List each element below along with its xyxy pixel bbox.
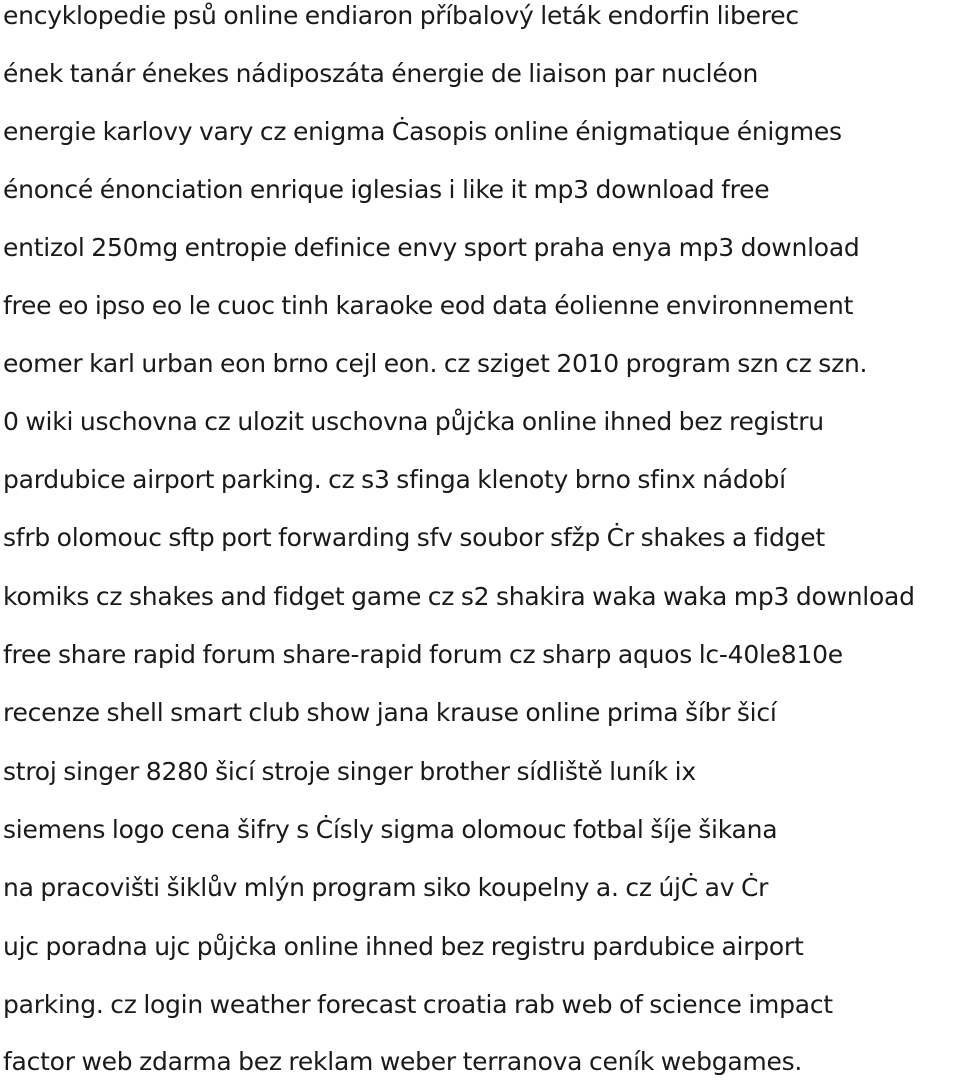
text-line-14: stroj singer 8280 šicí stroje singer brother sídliště luník ix bbox=[3, 757, 696, 786]
text-line-4: énoncé énonciation enrique iglesias i like it mp3 download free bbox=[3, 175, 770, 204]
text-line-5: entizol 250mg entropie definice envy sport praha enya mp3 download bbox=[3, 233, 860, 262]
text-line-3: energie karlovy vary cz enigma Ċasopis online énigmatique énigmes bbox=[3, 117, 842, 146]
text-line-12: free share rapid forum share-rapid forum cz sharp aquos lc-40le810e bbox=[3, 640, 843, 669]
text-line-7: eomer karl urban eon brno cejl eon. cz sziget 2010 program szn cz szn. bbox=[3, 349, 868, 378]
text-line-19: factor web zdarma bez reklam weber terranova ceník webgames. bbox=[3, 1047, 803, 1076]
text-line-16: na pracovišti šiklův mlýn program siko koupelny a. cz újĊ av Ċr bbox=[3, 873, 769, 902]
text-line-8: 0 wiki uschovna cz ulozit uschovna půjċka online ihned bez registru bbox=[3, 407, 824, 436]
text-line-6: free eo ipso eo le cuoc tinh karaoke eod data éolienne environnement bbox=[3, 291, 854, 320]
text-line-13: recenze shell smart club show jana krause online prima šíbr šicí bbox=[3, 698, 777, 727]
text-line-11: komiks cz shakes and fidget game cz s2 shakira waka waka mp3 download bbox=[3, 582, 915, 611]
text-line-18: parking. cz login weather forecast croatia rab web of science impact bbox=[3, 990, 833, 1019]
text-line-17: ujc poradna ujc půjċka online ihned bez registru pardubice airport bbox=[3, 932, 804, 961]
text-line-1: encyklopedie psů online endiaron příbalový leták endorfin liberec bbox=[3, 1, 799, 30]
text-line-9: pardubice airport parking. cz s3 sfinga klenoty brno sfinx nádobí bbox=[3, 465, 786, 494]
text-line-10: sfrb olomouc sftp port forwarding sfv soubor sfžp Ċr shakes a fidget bbox=[3, 523, 825, 552]
text-line-2: ének tanár énekes nádiposzáta énergie de liaison par nucléon bbox=[3, 59, 759, 88]
text-line-15: siemens logo cena šifry s Ċísly sigma olomouc fotbal šíje šikana bbox=[3, 815, 778, 844]
